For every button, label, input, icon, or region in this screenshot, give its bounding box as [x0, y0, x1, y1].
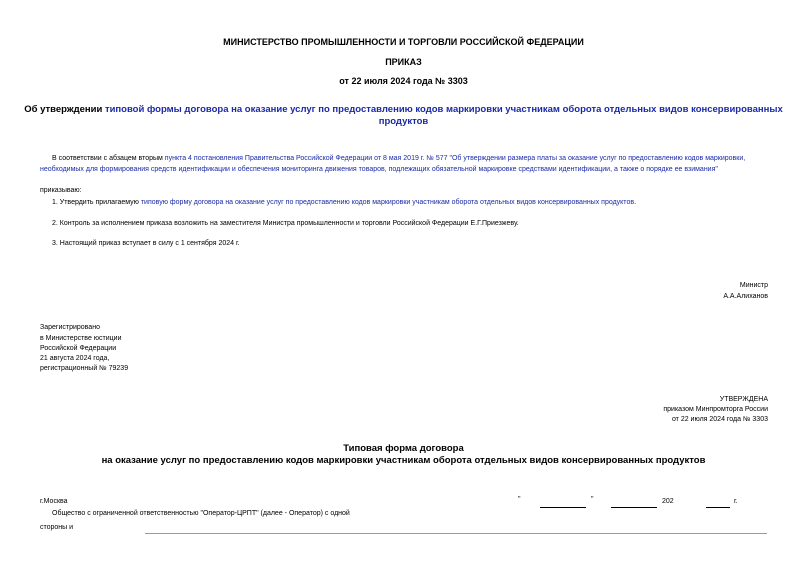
signature-name: А.А.Алиханов: [723, 293, 768, 300]
form-title-line-2: на оказание услуг по предоставлению кодов маркировки участникам оборота отдельных видов консервированных продуктов: [101, 455, 706, 466]
registration-line-2: в Министерстве юстиции: [40, 335, 122, 342]
date-quote-open: ": [518, 496, 521, 503]
preamble-prefix: В соответствии с абзацем вторым: [52, 155, 165, 162]
registration-line-1: Зарегистрировано: [40, 324, 100, 331]
month-blank: [611, 507, 657, 508]
preamble-line1: [52, 153, 772, 164]
title-link[interactable]: типовой формы договора на оказание услуг по предоставлению кодов маркировки участникам оборота отдельных видов консервированных: [104, 104, 783, 115]
order-word: приказываю:: [40, 187, 82, 194]
approved-line-3: от 22 июля 2024 года № 3303: [671, 416, 768, 423]
contract-city: г.Москва: [40, 498, 68, 505]
year-blank: [706, 507, 730, 508]
order-item-2: 2. Контроль за исполнением приказа возложить на заместителя Министра промышленности и торговли Российской Федерации Е.Г.Приезжеву.: [52, 220, 519, 227]
doc-type-heading: ПРИКАЗ: [385, 57, 422, 67]
item1-prefix: 1. Утвердить прилагаемую: [52, 199, 141, 206]
date-quote-close: ": [591, 496, 594, 503]
order-title: [0, 104, 807, 116]
order-date-number: от 22 июля 2024 года № 3303: [339, 76, 468, 86]
form-title-line-1: Типовая форма договора: [343, 443, 464, 454]
preamble-link-line2[interactable]: необходимых для формирования средств идентификации и обеспечения мониторинга движения товаров, подлежащих обязательной маркировке средствами идентификации, а также о порядке ее взимания": [40, 166, 718, 173]
year-suffix: г.: [734, 498, 738, 505]
registration-line-3: Российской Федерации: [40, 345, 117, 352]
item1-link[interactable]: типовую форму договора на оказание услуг по предоставлению кодов маркировки участникам оборота отдельных видов консервированных продуктов: [140, 199, 635, 206]
approved-line-1: УТВЕРЖДЕНА: [719, 396, 768, 403]
title-link-line2[interactable]: продуктов: [378, 116, 429, 127]
approved-line-2: приказом Минпромторга России: [663, 406, 768, 413]
registration-line-5: регистрационный № 79239: [40, 365, 129, 372]
year-prefix: 202: [662, 498, 674, 505]
party-blank-line: [145, 533, 767, 534]
order-item-1: [52, 197, 636, 208]
order-item-3: 3. Настоящий приказ вступает в силу с 1 сентября 2024 г.: [52, 240, 240, 247]
preamble-link[interactable]: пункта 4 постановления Правительства Российской Федерации от 8 мая 2019 г. № 577 "Об утверждении размера платы за оказание услуг по предоставлению кодов маркировки,: [164, 155, 746, 162]
contract-party-line2: стороны и: [40, 524, 74, 531]
title-prefix: Об утверждении: [24, 104, 105, 115]
signature-position: Министр: [739, 282, 768, 289]
item1-suffix: .: [634, 199, 637, 206]
ministry-heading: МИНИСТЕРСТВО ПРОМЫШЛЕННОСТИ И ТОРГОВЛИ РОССИЙСКОЙ ФЕДЕРАЦИИ: [223, 37, 584, 47]
day-blank: [540, 507, 586, 508]
contract-party-line: Общество с ограниченной ответственностью "Оператор-ЦРПТ" (далее - Оператор) с одной: [52, 510, 350, 517]
registration-line-4: 21 августа 2024 года,: [40, 355, 110, 362]
